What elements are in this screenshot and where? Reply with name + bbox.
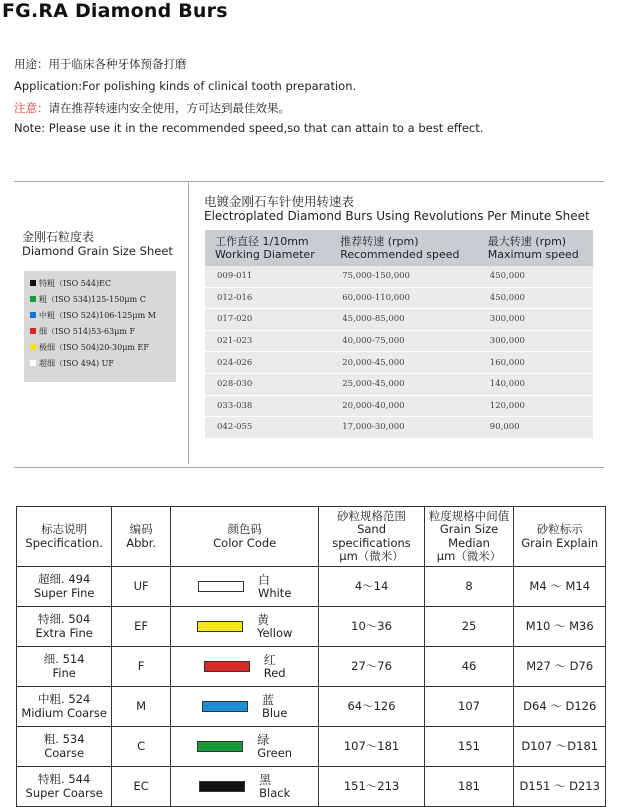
table-row <box>205 395 593 417</box>
page-title: FG.RA Diamond Burs <box>2 0 228 22</box>
table-cell: 450,000 <box>478 266 593 287</box>
color-code <box>172 774 318 800</box>
spec-cn: 特细. 504 <box>38 612 91 626</box>
speed-table-header <box>205 230 593 266</box>
header-line: μm（微米） <box>436 549 502 563</box>
color-name-en: Red <box>263 665 286 680</box>
header-cn: 最大转速 (rpm) <box>487 235 567 248</box>
color-code <box>172 654 318 680</box>
header-line: 砂粒标示 <box>536 522 583 536</box>
grain-table-header-cell <box>319 507 424 567</box>
range-cell: 151～213 <box>319 767 424 807</box>
grain-list-label: 细（ISO 514)53-63μm F <box>39 326 136 336</box>
grain-list-label: 超细（ISO 494) UF <box>39 358 114 368</box>
spec-en: Super Fine <box>33 585 95 600</box>
header-en: Maximum speed <box>487 248 579 261</box>
color-cell <box>170 727 319 767</box>
table-row <box>17 767 606 807</box>
color-code <box>172 694 318 720</box>
color-code <box>172 614 318 640</box>
grain-table-header-cell <box>170 507 319 567</box>
spec-cn: 中粗. 524 <box>38 692 91 706</box>
grain-list-item <box>24 323 176 339</box>
color-swatch-icon <box>30 280 36 286</box>
color-code <box>172 734 318 760</box>
spec-cn: 粗. 534 <box>43 732 85 746</box>
header-line: Sand specifications <box>332 522 411 550</box>
table-cell: 60,000-110,000 <box>330 287 478 309</box>
spec-en: Fine <box>52 665 76 680</box>
color-name <box>258 574 291 600</box>
header-cn: 工作直径 1/10mm <box>215 235 309 248</box>
table-cell: 033-038 <box>205 395 330 417</box>
color-name-cn: 蓝 <box>261 692 274 707</box>
speed-table-header-cell <box>478 230 593 266</box>
table-cell: 120,000 <box>478 395 593 417</box>
header-line: 砂粒规格范围 <box>337 508 407 523</box>
note-en: Note: Please use it in the recommended speed,so that can attain to a best effect. <box>14 121 484 135</box>
table-cell: 017-020 <box>205 309 330 331</box>
color-name <box>259 774 290 800</box>
grain-list-item <box>24 307 176 323</box>
header-line: Abbr. <box>126 535 156 550</box>
header-cn: 推荐转速 (rpm) <box>340 235 419 248</box>
median-cell: 8 <box>424 567 514 607</box>
table-cell: 25,000-45,000 <box>330 373 478 395</box>
color-name-cn: 黑 <box>259 772 272 787</box>
usage-en: Application:For polishing kinds of clinical tooth preparation. <box>14 79 357 93</box>
spec-cell <box>17 767 112 807</box>
table-cell: 012-016 <box>205 287 330 309</box>
grain-table-header-cell <box>424 507 514 567</box>
speed-table <box>205 230 593 439</box>
color-bar-icon <box>197 621 243 632</box>
color-name-cn: 绿 <box>257 732 270 747</box>
grain-table-header-cell <box>112 507 171 567</box>
median-cell: 151 <box>424 727 514 767</box>
table-row <box>17 687 606 727</box>
table-row <box>205 330 593 352</box>
panel-divider <box>188 182 189 464</box>
spec-cell <box>17 647 112 687</box>
explain-cell: D151 ～ D213 <box>514 767 606 807</box>
spec-cn: 特粗. 544 <box>38 772 91 786</box>
color-name <box>264 654 286 680</box>
grain-table-header <box>17 507 606 567</box>
abbr-cell: M <box>112 687 171 727</box>
median-cell: 107 <box>424 687 514 727</box>
speed-sheet-title-cn: 电镀金刚石车针使用转速表 <box>204 194 355 209</box>
color-swatch-icon <box>30 328 36 334</box>
spec-en: Coarse <box>44 745 85 760</box>
color-name-en: Green <box>257 745 293 760</box>
spec-cell <box>17 567 112 607</box>
abbr-cell: EC <box>112 767 171 807</box>
spec-en: Super Coarse <box>25 785 103 800</box>
usage-cn: 用途：用于临床各种牙体预备打磨 <box>14 57 187 71</box>
header-line: 颜色码 <box>227 522 262 536</box>
color-bar-icon <box>198 581 244 592</box>
explain-cell: M10 ～ M36 <box>514 607 606 647</box>
table-row <box>17 727 606 767</box>
table-cell: 042-055 <box>205 417 330 439</box>
median-cell: 46 <box>424 647 514 687</box>
median-cell: 181 <box>424 767 514 807</box>
note-text: 请在推荐转速内安全使用，方可达到最佳效果。 <box>48 101 290 115</box>
color-name-en: Black <box>259 785 291 800</box>
explain-cell: D64 ～ D126 <box>514 687 606 727</box>
grain-list-label: 粗（ISO 534)125-150μm C <box>39 294 146 304</box>
grain-list-label: 中粗（ISO 524)106-125μm M <box>39 310 156 320</box>
header-line: 标志说明 <box>41 522 88 536</box>
header-en: Recommended speed <box>340 248 460 261</box>
color-cell <box>170 647 319 687</box>
grain-size-list <box>24 271 176 382</box>
table-row <box>17 567 606 607</box>
speed-sheet-title-en: Electroplated Diamond Burs Using Revolutions Per Minute Sheet <box>204 209 590 223</box>
grain-list-item <box>24 291 176 307</box>
speed-table-header-cell <box>205 230 330 266</box>
table-row <box>17 647 606 687</box>
color-name-en: White <box>257 585 292 600</box>
table-cell: 009-011 <box>205 266 330 287</box>
table-cell: 20,000-40,000 <box>330 395 478 417</box>
median-cell: 25 <box>424 607 514 647</box>
header-line: 编码 <box>129 522 153 536</box>
color-cell <box>170 607 319 647</box>
spec-cell <box>17 687 112 727</box>
spec-cell <box>17 607 112 647</box>
table-cell: 20,000-45,000 <box>330 352 478 374</box>
color-cell <box>170 567 319 607</box>
table-cell: 17,000-30,000 <box>330 417 478 439</box>
table-cell: 450,000 <box>478 287 593 309</box>
color-name <box>257 614 292 640</box>
speed-table-header-cell <box>330 230 478 266</box>
abbr-cell: UF <box>112 567 171 607</box>
grain-table-header-cell <box>514 507 606 567</box>
table-row <box>205 373 593 395</box>
grain-list-item <box>24 355 176 371</box>
table-row <box>205 352 593 374</box>
abbr-cell: C <box>112 727 171 767</box>
header-line: μm（微米） <box>339 549 404 563</box>
color-name-en: Blue <box>261 705 288 720</box>
table-cell: 45,000-85,000 <box>330 309 478 331</box>
color-code <box>172 574 318 600</box>
color-cell <box>170 767 319 807</box>
grain-sheet-title-en: Diamond Grain Size Sheet <box>22 244 173 258</box>
header-en: Working Diameter <box>215 248 315 261</box>
header-line: Grain Size Median <box>439 522 499 550</box>
color-bar-icon <box>199 781 245 792</box>
spec-cell <box>17 727 112 767</box>
table-cell: 024-026 <box>205 352 330 374</box>
color-name <box>257 734 292 760</box>
color-name-cn: 黄 <box>256 612 269 627</box>
spec-cn: 细. 514 <box>43 652 85 666</box>
grain-table-header-cell <box>17 507 112 567</box>
color-bar-icon <box>202 701 248 712</box>
grain-list-label: 特粗（ISO 544)EC <box>39 278 112 288</box>
header-line: Specification. <box>25 535 103 550</box>
table-cell: 140,000 <box>478 373 593 395</box>
grain-spec-table <box>16 506 606 807</box>
note-label: 注意： <box>14 101 49 115</box>
table-cell: 40,000-75,000 <box>330 330 478 352</box>
table-row <box>205 309 593 331</box>
table-cell: 300,000 <box>478 309 593 331</box>
range-cell: 107～181 <box>319 727 424 767</box>
range-cell: 10～36 <box>319 607 424 647</box>
color-swatch-icon <box>30 312 36 318</box>
spec-cn: 超细. 494 <box>38 572 91 586</box>
table-cell: 90,000 <box>478 417 593 439</box>
table-cell: 300,000 <box>478 330 593 352</box>
color-name-en: Yellow <box>256 625 293 640</box>
note-cn <box>14 100 290 116</box>
range-cell: 4～14 <box>319 567 424 607</box>
range-cell: 64～126 <box>319 687 424 727</box>
range-cell: 27～76 <box>319 647 424 687</box>
grain-sheet-title-cn: 金刚石粒度表 <box>22 230 95 244</box>
color-swatch-icon <box>30 296 36 302</box>
color-bar-icon <box>204 661 250 672</box>
table-row <box>205 287 593 309</box>
header-line: 粒度规格中间值 <box>428 508 510 523</box>
explain-cell: D107 ～D181 <box>514 727 606 767</box>
color-swatch-icon <box>30 360 36 366</box>
abbr-cell: EF <box>112 607 171 647</box>
table-cell: 028-030 <box>205 373 330 395</box>
header-line: Color Code <box>213 535 277 550</box>
table-row <box>205 417 593 439</box>
color-name-cn: 红 <box>263 652 276 667</box>
color-name <box>262 694 287 720</box>
table-row <box>205 266 593 287</box>
explain-cell: M4 ～ M14 <box>514 567 606 607</box>
table-cell: 021-023 <box>205 330 330 352</box>
color-cell <box>170 687 319 727</box>
color-name-cn: 白 <box>257 572 270 587</box>
table-cell: 160,000 <box>478 352 593 374</box>
table-row <box>17 607 606 647</box>
explain-cell: M27 ～ D76 <box>514 647 606 687</box>
table-cell: 75,000-150,000 <box>330 266 478 287</box>
color-swatch-icon <box>30 344 36 350</box>
abbr-cell: F <box>112 647 171 687</box>
grain-list-item <box>24 275 176 291</box>
color-bar-icon <box>197 741 243 752</box>
grain-list-label: 极细（ISO 504)20-30μm EF <box>39 342 149 352</box>
spec-en: Midium Coarse <box>21 705 107 720</box>
grain-list-item <box>24 339 176 355</box>
header-line: Grain Explain <box>521 535 599 550</box>
spec-en: Extra Fine <box>35 625 93 640</box>
